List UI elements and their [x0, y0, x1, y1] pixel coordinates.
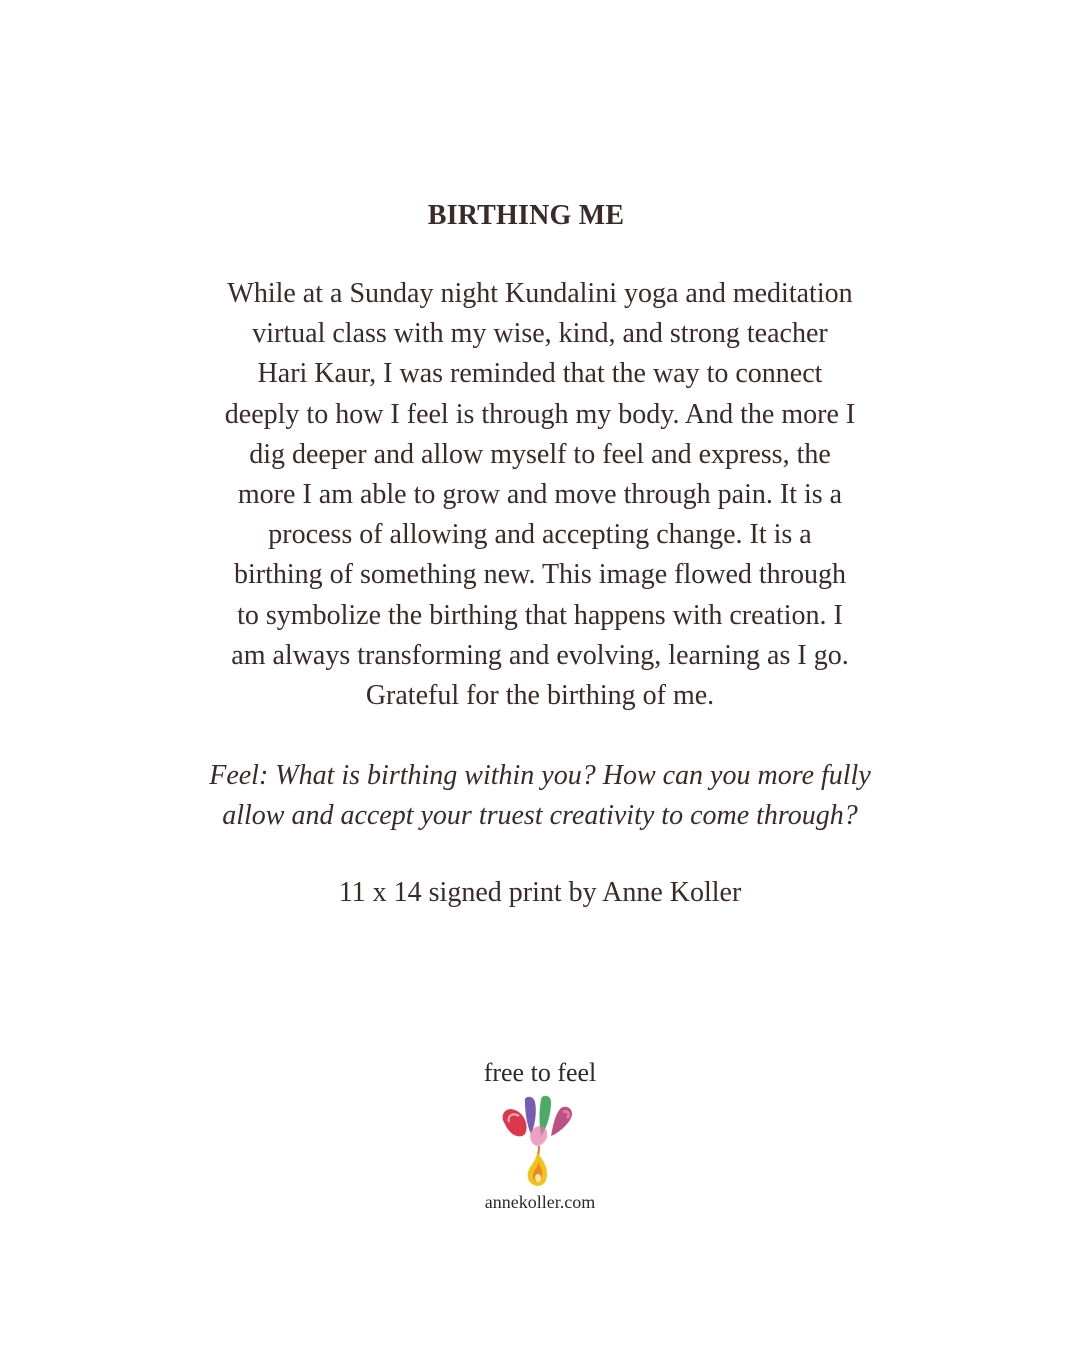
description-line: Grateful for the birthing of me. [365, 680, 715, 712]
description-line: birthing of something new. This image flowed through [233, 559, 847, 591]
description-paragraph [190, 274, 890, 716]
description-line: Hari Kaur, I was reminded that the way to connect [257, 358, 823, 390]
description-line: process of allowing and accepting change. It is a [268, 519, 812, 551]
description-line: am always transforming and evolving, learning as I go. [231, 639, 849, 671]
print-credit: 11 x 14 signed print by Anne Koller [338, 877, 742, 908]
description-line: While at a Sunday night Kundalini yoga and meditation [227, 278, 853, 309]
description-line: to symbolize the birthing that happens with creation. I [237, 599, 843, 631]
brand-logo [440, 1058, 640, 1213]
reflection-prompt [190, 756, 890, 836]
prompt-line: allow and accept your truest creativity to come through? [222, 800, 858, 832]
page-title: BIRTHING ME [427, 200, 625, 231]
description-line: more I am able to grow and move through pain. It is a [237, 479, 843, 511]
description-line: dig deeper and allow myself to feel and express, the [249, 438, 831, 470]
description-line: deeply to how I feel is through my body. And the more I [224, 398, 856, 430]
paint-stroke-flame-icon [495, 1094, 585, 1190]
website-url: annekoller.com [484, 1192, 596, 1212]
prompt-line: Feel: What is birthing within you? How can you more fully [209, 760, 871, 791]
description-line: virtual class with my wise, kind, and strong teacher [252, 318, 828, 350]
logo-tagline: free to feel [483, 1058, 597, 1087]
